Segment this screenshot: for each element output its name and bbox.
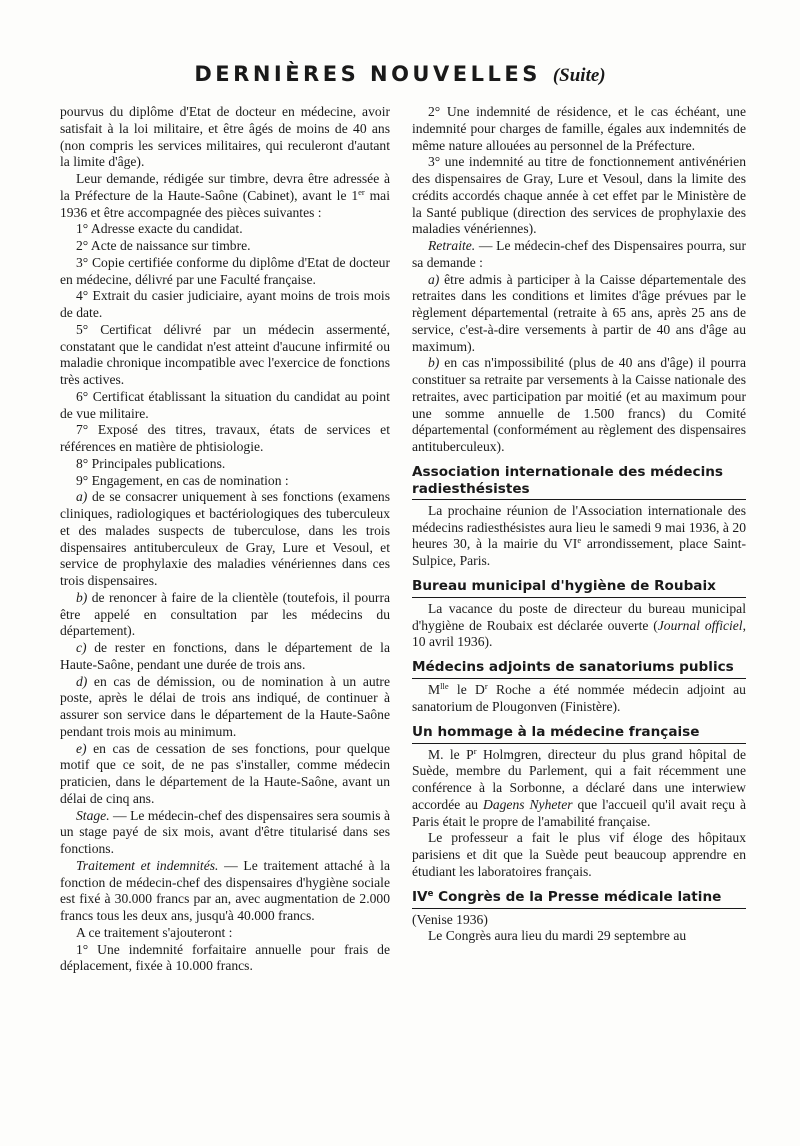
- body-text: La vacance du poste de directeur du bureau municipal d'hygiène de Roubaix est déclarée ouverte (: [412, 600, 746, 633]
- item-label: c): [76, 640, 87, 655]
- item-text: en cas n'impossibilité (plus de 40 ans d'âge) il pourra constituer sa retraite par versements à la Caisse nationale des retraites, avec participation par moitié (et au maximum pour une somme annuelle de 1.500 francs) du Comité départemental (conformément au règlement des dispensaires antituberculeux).: [412, 355, 746, 454]
- item-text: de renoncer à faire de la clientèle (toutefois, il pourra être appelé en consultation par les médecins du département).: [60, 589, 390, 639]
- section-title-sanatoriums: Médecins adjoints de sanatoriums publics: [412, 659, 746, 679]
- section-title-roubaix: Bureau municipal d'hygiène de Roubaix: [412, 578, 746, 598]
- paragraph: Leur demande, rédigée sur timbre, devra être adressée à la Préfecture de la Haute-Saône (Cabinet), avant le 1er mai 1936 et être accompagnée des pièces suivantes :: [60, 171, 390, 220]
- paragraph-text: — Le médecin-chef des dispensaires sera soumis à un stage payé de six mois, avant d'être titularisé dans ses fonctions.: [60, 807, 390, 856]
- body-emphasis: Journal officiel: [657, 617, 743, 633]
- item-text: en cas de démission, ou de nomination à un autre poste, après le délai de trois ans indiqué, de continuer à assurer son service dans le département de la Haute-Saône pendant trois mois au minimum.: [60, 673, 390, 739]
- item-text: en cas de cessation de ses fonctions, pour quelque motif que ce soit, de ne pas s'installer, comme médecin praticien, dans le département de la Haute-Saône, avant un délai de cinq ans.: [60, 740, 390, 806]
- list-item: [412, 355, 746, 456]
- paragraph: A ce traitement s'ajouteront :: [76, 924, 233, 940]
- section-title-radiesthesistes: Association internationale des médecins radiesthésistes: [412, 464, 746, 500]
- right-column: [412, 104, 746, 945]
- list-item: 8° Principales publications.: [76, 455, 226, 471]
- list-item: 3° une indemnité au titre de fonctionnement antivénérien des dispensaires de Gray, Lure et Vesoul, dans la limite des crédits accordés chaque année à cet effet par le Ministère de la Santé publique (direction des services de prophylaxie des maladies vénériennes).: [412, 154, 746, 237]
- run-in-heading: Stage.: [76, 807, 110, 823]
- paragraph-text: — Le médecin-chef des Dispensaires pourra, sur sa demande :: [412, 238, 746, 270]
- list-item: 1° Adresse exacte du candidat.: [76, 221, 243, 237]
- item-label: a): [76, 489, 88, 505]
- body-text: , 10 avril 1936).: [412, 617, 746, 650]
- list-item: 6° Certificat établissant la situation du candidat au point de vue militaire.: [60, 388, 390, 421]
- section-title-congres: IVe Congrès de la Presse médicale latine: [412, 889, 746, 909]
- item-text: de se consacrer uniquement à ses fonctions (examens cliniques, radiologiques et bactériologiques des tuberculeux et des malades suspects de tuberculose, dans les trois dispensaires antituberculeux de Gray, Lure et Vesoul, et service de prophylaxie des maladies vénériennes dans ces trois dispensaires.: [60, 489, 390, 588]
- list-item: 9° Engagement, en cas de nomination :: [76, 472, 289, 488]
- paragraph: pourvus du diplôme d'Etat de docteur en médecine, avoir satisfait à la loi militaire, et être âgés de moins de 40 ans (non compris les services militaires, qui reculeront d'autant la limite d'âge).: [60, 104, 390, 170]
- paragraph: [412, 238, 746, 272]
- list-item: 7° Exposé des titres, travaux, états de services et références en matière de phtisiologie.: [60, 422, 390, 454]
- list-item: [412, 272, 746, 356]
- item-label: e): [76, 740, 87, 756]
- section-body: La prochaine réunion de l'Association internationale des médecins radiesthésistes aura lieu le samedi 9 mai 1936, à 20 heures 30, à la mairie du VIe arrondissement, place Saint-Sulpice, Paris.: [412, 502, 746, 568]
- paragraph: [60, 858, 390, 925]
- page-title-suite: (Suite): [552, 65, 606, 86]
- list-item: [60, 590, 390, 640]
- paragraph-text: — Le traitement attaché à la fonction de médecin-chef des dispensaires d'hygiène sociale est fixé à 30.000 francs par an, avec augmentation de 2.000 francs tous les deux ans, jusqu'à 40.000 francs.: [60, 857, 390, 923]
- item-label: b): [428, 355, 440, 371]
- section-body: [412, 601, 746, 651]
- section-title-hommage: Un hommage à la médecine française: [412, 724, 746, 744]
- list-item: [60, 741, 390, 808]
- left-column: [60, 104, 390, 975]
- body-emphasis: Dagens Nyheter: [483, 796, 573, 812]
- section-body: M. le $P^r$ Holmgren, directeur du plus grand hôpital de Suède, membre du Parlement, qui a fait récemment une conférence à la Sorbonne, a déclaré dans une interwiew accordée au Dagens Nyheter que l'accueil qu'il avait reçu à Paris était le propre de l'amabilité française.: [412, 745, 747, 829]
- item-label: d): [76, 673, 88, 689]
- list-item: [60, 640, 390, 674]
- list-item: [60, 674, 390, 741]
- section-body: $M^{lle}$ le $D^r$ Roche a été nommée médecin adjoint au sanatorium de Plougonven (Finistère).: [412, 681, 746, 714]
- item-label: a): [428, 271, 440, 287]
- list-item: 2° Une indemnité de résidence, et le cas échéant, une indemnité pour charges de famille, égales aux indemnités de même nature allouées au personnel de la Préfecture.: [412, 104, 746, 153]
- body-text: que l'accueil qu'il avait reçu à Paris était le propre de l'amabilité française.: [412, 796, 746, 829]
- run-in-heading: Traitement et indemnités.: [76, 857, 219, 873]
- page-header: [0, 62, 800, 87]
- run-in-heading: Retraite.: [428, 238, 476, 253]
- item-label: b): [76, 589, 88, 605]
- list-item: 4° Extrait du casier judiciaire, ayant moins de trois mois de date.: [60, 288, 390, 320]
- section-subtitle: (Venise 1936): [412, 911, 488, 927]
- section-body: Le Congrès aura lieu du mardi 29 septembre au: [428, 928, 687, 944]
- list-item: 1° Une indemnité forfaitaire annuelle pour frais de déplacement, fixée à 10.000 francs.: [60, 941, 390, 974]
- list-item: [60, 489, 390, 590]
- list-item: 5° Certificat délivré par un médecin assermenté, constatant que le candidat n'est atteint d'aucune infirmité ou maladie chronique incompatible avec l'exercice de fonctions très actives.: [60, 321, 390, 387]
- section-body: Le professeur a fait le plus vif éloge des hôpitaux parisiens et dit que la Suède peut beaucoup apprendre en étudiant les laboratoires français.: [412, 830, 746, 879]
- paragraph: [60, 808, 390, 858]
- list-item: 3° Copie certifiée conforme du diplôme d'Etat de docteur en médecine, délivré par une Faculté française.: [60, 254, 390, 287]
- item-text: être admis à participer à la Caisse départementale des retraites dans les conditions et limites d'âge prévues par le règlement départemental (retraite à 65 ans, après 25 ans de service, c'est-à-dire versements à partir de 40 ans d'âge au maximum).: [412, 271, 746, 354]
- page-title: DERNIÈRES NOUVELLES: [194, 62, 541, 86]
- item-text: de rester en fonctions, dans le département de la Haute-Saône, pendant une durée de trois ans.: [60, 640, 390, 672]
- list-item: 2° Acte de naissance sur timbre.: [76, 238, 251, 253]
